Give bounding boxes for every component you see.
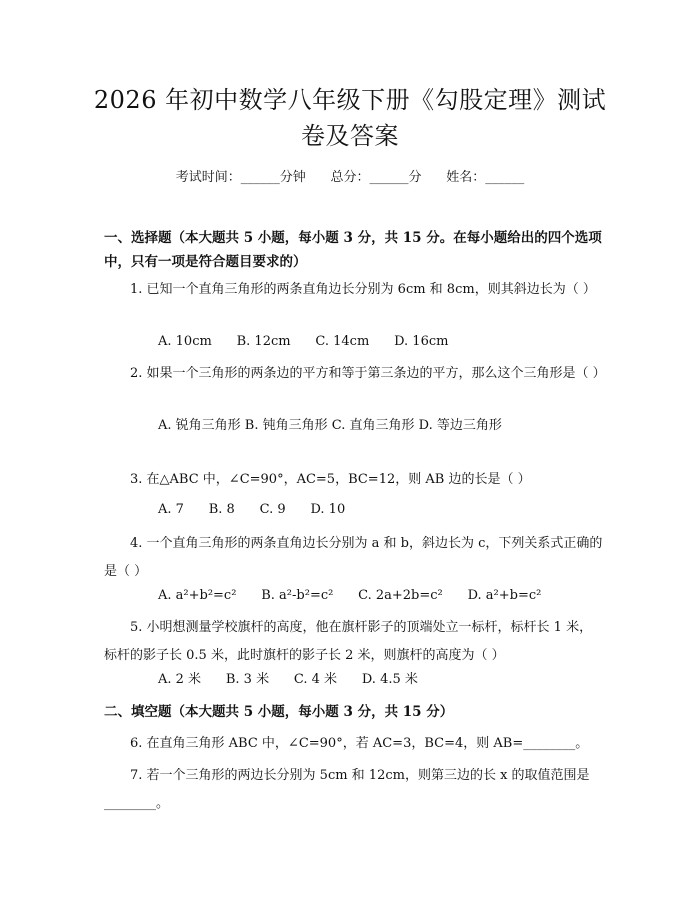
question-3-options: [158, 496, 608, 524]
option-c: C. 14cm: [315, 334, 370, 349]
question-3: 3. 在△ABC 中，∠C=90°，AC=5，BC=12，则 AB 边的长是（ ）: [130, 472, 531, 487]
option-b: B. a²-b²=c²: [261, 588, 334, 603]
question-6: 6. 在直角三角形 ABC 中，∠C=90°，若 AC=3，BC=4，则 AB=________。: [130, 736, 589, 751]
section-heading-fill: 二、填空题（本大题共 5 小题，每小题 3 分，共 15 分）: [104, 704, 454, 720]
option-b: B. 3 米: [225, 672, 270, 687]
question-1: 1. 已知一个直角三角形的两条直角边长分别为 6cm 和 8cm，则其斜边长为（ ）: [130, 282, 596, 297]
question-2-options: [104, 412, 604, 440]
option-c: C. 直角三角形: [331, 418, 415, 433]
option-d: D. 等边三角形: [418, 418, 502, 433]
option-a: A. 10cm: [158, 334, 212, 349]
option-c: C. 9: [259, 502, 286, 517]
option-b: B. 钝角三角形: [244, 418, 328, 433]
section-heading-choice: 一、选择题（本大题共 5 小题，每小题 3 分，共 15 分。在每小题给出的四个选项中，只有一项是符合题目要求的）: [104, 230, 602, 270]
option-b: B. 8: [208, 502, 235, 517]
question-5-options: [158, 666, 608, 694]
option-d: D. a²+b=c²: [467, 588, 542, 603]
option-a: A. a²+b²=c²: [158, 588, 237, 603]
question-5: 5. 小明想测量学校旗杆的高度，他在旗杆影子的顶端处立一标杆，标杆长 1 米，标杆的影子长 0.5 米，此时旗杆的影子长 2 米，则旗杆的高度为（ ）: [104, 620, 593, 663]
option-d: D. 4.5 米: [361, 672, 418, 687]
question-1-options: [158, 328, 608, 356]
question-4-options: [158, 582, 608, 610]
question-7: 7. 若一个三角形的两边长分别为 5cm 和 12cm，则第三边的长 x 的取值范围是________。: [104, 768, 590, 811]
question-2: 2. 如果一个三角形的两条边的平方和等于第三条边的平方，那么这个三角形是（ ）: [130, 366, 606, 381]
option-a: A. 7: [158, 502, 184, 517]
option-c: C. 2a+2b=c²: [358, 588, 443, 603]
exam-info-line: 考试时间：______分钟 总分：______分 姓名：______: [175, 170, 525, 185]
page-title: 2026 年初中数学八年级下册《勾股定理》测试卷及答案: [93, 86, 607, 150]
option-c: C. 4 米: [293, 672, 338, 687]
option-b: B. 12cm: [236, 334, 291, 349]
option-a: A. 锐角三角形: [158, 418, 241, 433]
question-4: 4. 一个直角三角形的两条直角边长分别为 a 和 b，斜边长为 c，下列关系式正确的是（ ）: [104, 536, 603, 579]
option-a: A. 2 米: [158, 672, 202, 687]
option-d: D. 10: [310, 502, 346, 517]
option-d: D. 16cm: [394, 334, 449, 349]
